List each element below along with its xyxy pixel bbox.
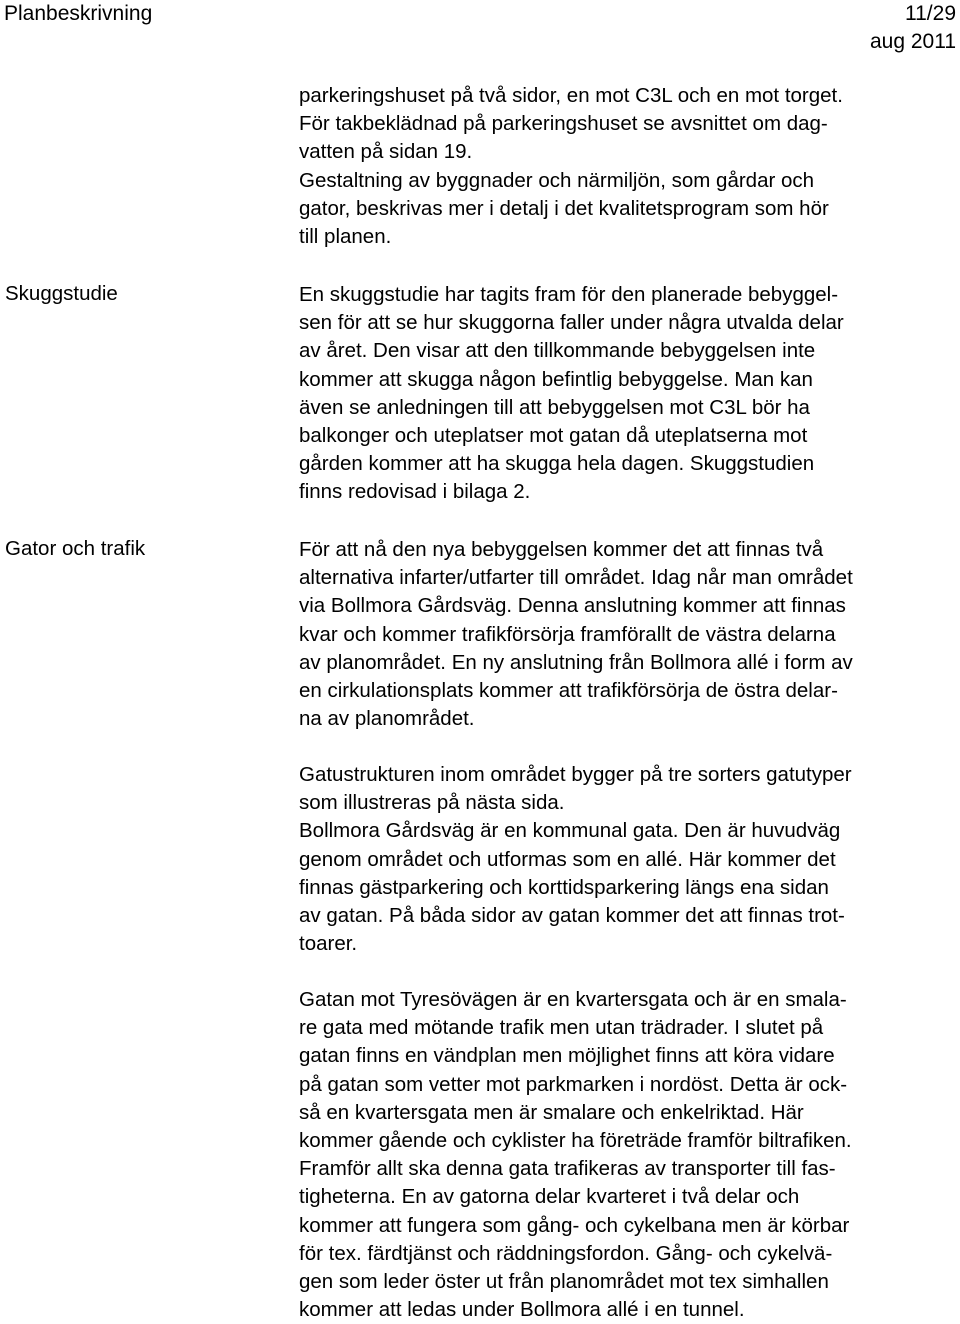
text-line: gården kommer att ha skugga hela dagen. Skuggstudien bbox=[299, 452, 815, 476]
text-line: som illustreras på nästa sida. bbox=[299, 791, 565, 815]
paragraph bbox=[299, 536, 960, 733]
section-heading-skuggstudie: Skuggstudie bbox=[5, 282, 118, 305]
text-line: kommer att skugga någon befintlig bebyggelse. Man kan bbox=[299, 367, 813, 391]
text-line: Framför allt ska denna gata trafikeras av transporter till fas- bbox=[299, 1157, 836, 1181]
text-line: gen som leder öster ut från planområdet mot tex simhallen bbox=[299, 1270, 829, 1294]
text-line: även se anledningen till att bebyggelsen mot C3L bör ha bbox=[299, 395, 810, 419]
document-date: aug 2011 bbox=[869, 30, 956, 53]
page-info bbox=[870, 0, 956, 56]
text-line: Gestaltning av byggnader och närmiljön, som gårdar och bbox=[299, 168, 815, 192]
text-line: tigheterna. En av gatorna delar kvarteret i två delar och bbox=[299, 1185, 800, 1209]
text-line: För takbeklädnad på parkeringshuset se avsnittet om dag- bbox=[299, 112, 828, 136]
text-line: finnas gästparkering och korttidsparkering längs ena sidan bbox=[299, 875, 829, 899]
document-title: Planbeskrivning bbox=[4, 2, 153, 25]
text-line: sen för att se hur skuggorna faller under några utvalda delar bbox=[299, 311, 844, 335]
text-line: av året. Den visar att den tillkommande bebyggelsen inte bbox=[299, 339, 816, 363]
text-line: finns redovisad i bilaga 2. bbox=[299, 480, 531, 504]
page-number: 11/29 bbox=[905, 2, 956, 25]
page-header bbox=[0, 0, 960, 56]
text-line: balkonger och uteplatser mot gatan då uteplatserna mot bbox=[299, 424, 808, 448]
text-line: av planområdet. En ny anslutning från Bollmora allé i form av bbox=[299, 650, 853, 674]
text-line: na av planområdet. bbox=[299, 707, 475, 731]
section-heading-gator-och-trafik: Gator och trafik bbox=[5, 537, 146, 560]
text-line: För att nå den nya bebyggelsen kommer det att finnas två bbox=[299, 538, 824, 561]
paragraph bbox=[299, 82, 960, 251]
text-line: för tex. färdtjänst och räddningsfordon. Gång- och cykelvä- bbox=[299, 1241, 833, 1265]
text-line: Gatan mot Tyresövägen är en kvartersgata och är en smala- bbox=[299, 988, 847, 1011]
text-line: En skuggstudie har tagits fram för den planerade bebyggel- bbox=[299, 283, 839, 306]
text-line: Bollmora Gårdsväg är en kommunal gata. Den är huvudväg bbox=[299, 819, 841, 843]
text-line: kommer att fungera som gång- och cykelbana men är körbar bbox=[299, 1213, 850, 1237]
text-line: gator, beskrivas mer i detalj i det kvalitetsprogram som hör bbox=[299, 196, 829, 220]
text-line: gatan finns en vändplan men möjlighet finns att köra vidare bbox=[299, 1044, 835, 1068]
text-line: kommer gående och cyklister ha företräde framför biltrafiken. bbox=[299, 1129, 852, 1153]
text-line: parkeringshuset på två sidor, en mot C3L och en mot torget. bbox=[299, 84, 843, 107]
text-line: till planen. bbox=[299, 225, 392, 249]
text-line: så en kvartersgata men är smalare och enkelriktad. Här bbox=[299, 1100, 804, 1124]
text-line: en cirkulationsplats kommer att trafikförsörja de östra delar- bbox=[299, 679, 838, 703]
text-line: på gatan som vetter mot parkmarken i nordöst. Detta är ock- bbox=[299, 1072, 848, 1096]
text-line: kommer att ledas under Bollmora allé i en tunnel. bbox=[299, 1298, 745, 1322]
text-line: av gatan. På båda sidor av gatan kommer det att finnas trot- bbox=[299, 904, 845, 928]
text-line: alternativa infarter/utfarter till området. Idag når man området bbox=[299, 566, 853, 590]
text-line: vatten på sidan 19. bbox=[299, 140, 473, 164]
paragraph bbox=[299, 761, 960, 958]
text-line: kvar och kommer trafikförsörja framförallt de västra delarna bbox=[299, 622, 836, 646]
text-line: toarer. bbox=[299, 932, 358, 956]
text-line: Gatustrukturen inom området bygger på tre sorters gatutyper bbox=[299, 763, 852, 786]
text-line: via Bollmora Gårdsväg. Denna anslutning kommer att finnas bbox=[299, 594, 846, 618]
text-line: genom området och utformas som en allé. Här kommer det bbox=[299, 847, 836, 871]
paragraph bbox=[299, 986, 960, 1324]
paragraph bbox=[299, 281, 960, 507]
text-line: re gata med mötande trafik men utan trädrader. I slutet på bbox=[299, 1016, 824, 1040]
